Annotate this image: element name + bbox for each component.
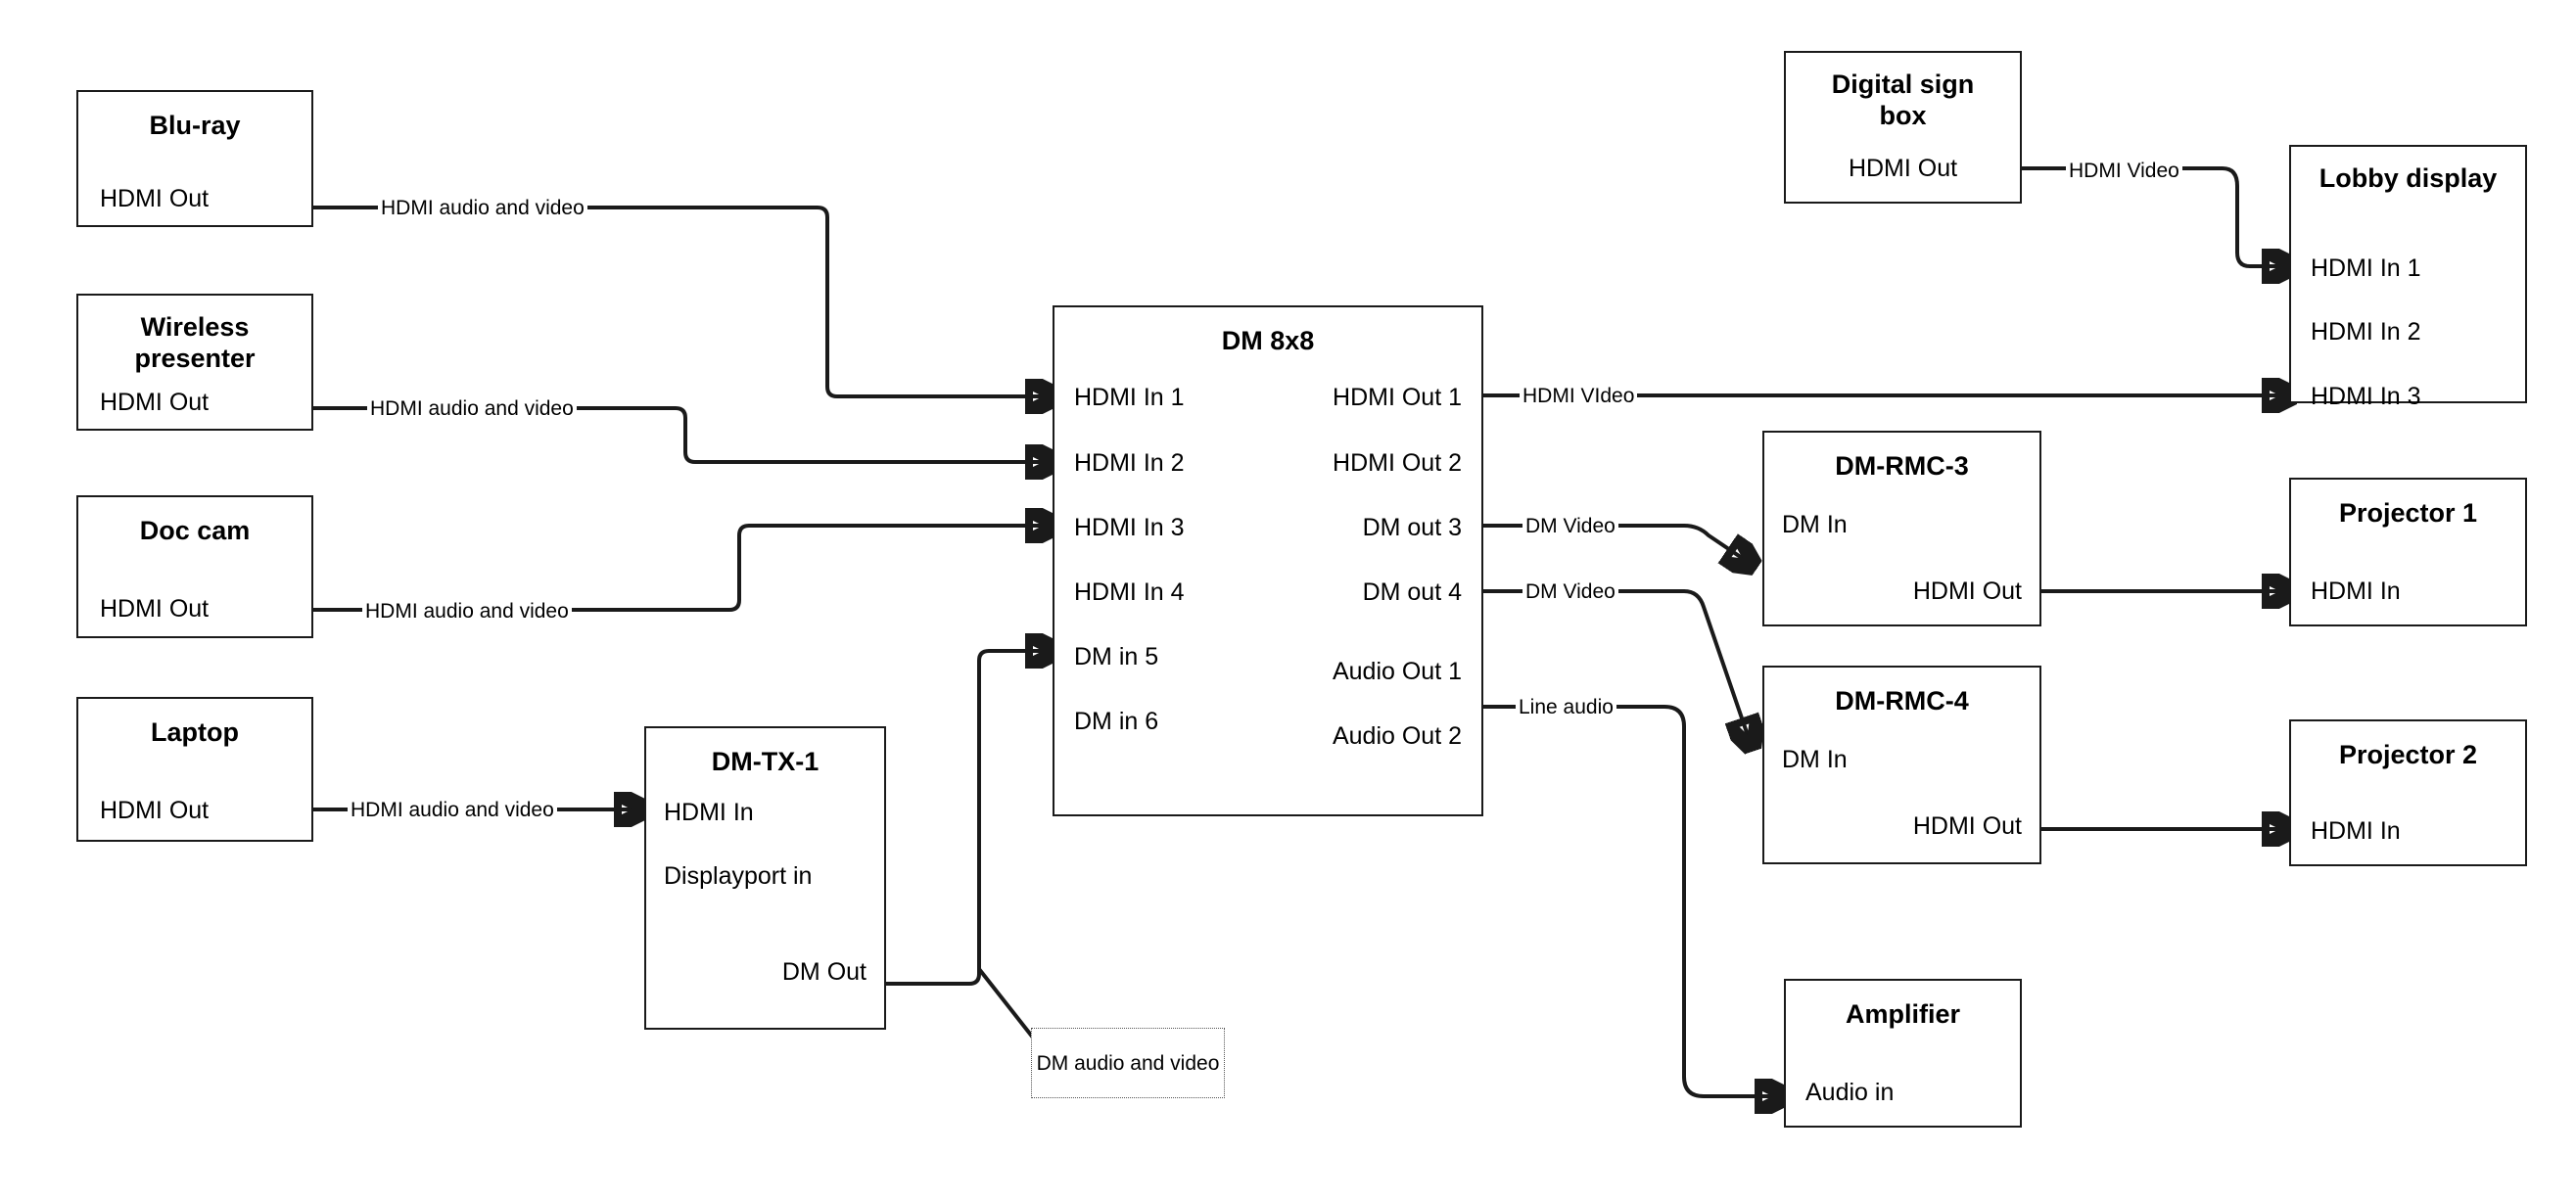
port-hdmi-in-2: HDMI In 2	[2311, 318, 2421, 346]
node-projector-1[interactable]	[2289, 478, 2527, 626]
node-dm-rmc-4[interactable]	[1762, 666, 2041, 864]
port-hdmi-in-2: HDMI In 2	[1074, 449, 1185, 477]
edge-label-dm-out1-to-lobby: HDMI VIdeo	[1520, 384, 1637, 408]
node-wireless-presenter[interactable]	[76, 294, 313, 431]
node-laptop[interactable]	[76, 697, 313, 842]
port-hdmi-in: HDMI In	[2311, 817, 2401, 845]
node-dm-rmc-3[interactable]	[1762, 431, 2041, 626]
port-hdmi-out: HDMI Out	[100, 185, 210, 212]
port-dm-in: DM In	[1782, 511, 1848, 538]
node-title: DM-RMC-4	[1835, 686, 1969, 716]
node-title: Doc cam	[139, 516, 251, 545]
port-hdmi-in: HDMI In	[664, 799, 754, 826]
port-hdmi-out: HDMI Out	[100, 797, 210, 824]
port-hdmi-in: HDMI In	[2311, 577, 2401, 605]
port-dm-in-5: DM in 5	[1074, 643, 1159, 670]
port-dm-out-3: DM out 3	[1362, 514, 1462, 541]
edge-label-laptop-to-tx: HDMI audio and video	[348, 798, 557, 822]
node-title: Amplifier	[1845, 999, 1961, 1029]
edge-label-dm-out4-to-rmc4: DM Video	[1522, 579, 1618, 604]
port-dm-out-4: DM out 4	[1362, 578, 1462, 606]
port-hdmi-in-1: HDMI In 1	[2311, 254, 2421, 282]
node-title: Projector 1	[2338, 498, 2478, 528]
port-audio-in: Audio in	[1805, 1079, 1895, 1106]
node-title: Laptop	[151, 717, 239, 747]
port-hdmi-out-1: HDMI Out 1	[1333, 384, 1462, 411]
node-title: Lobby display	[2318, 163, 2498, 193]
node-projector-2[interactable]	[2289, 719, 2527, 866]
port-displayport-in: Displayport in	[664, 862, 813, 890]
node-dm-8x8[interactable]	[1053, 305, 1483, 816]
edge-label-signbox-to-lobby: HDMI Video	[2066, 159, 2182, 183]
node-title: DM-RMC-3	[1835, 451, 1969, 481]
edge-label-dm-audio-to-amp: Line audio	[1516, 695, 1616, 719]
node-title: DM 8x8	[1221, 326, 1315, 355]
node-amplifier[interactable]	[1784, 979, 2022, 1128]
port-hdmi-in-3: HDMI In 3	[2311, 383, 2421, 410]
node-bluray[interactable]	[76, 90, 313, 227]
port-hdmi-out: HDMI Out	[100, 595, 210, 623]
port-hdmi-out-2: HDMI Out 2	[1333, 449, 1462, 477]
port-hdmi-in-3: HDMI In 3	[1074, 514, 1185, 541]
node-title: Blu-ray	[149, 111, 241, 140]
node-lobby-display[interactable]	[2289, 145, 2527, 410]
port-dm-in: DM In	[1782, 746, 1848, 773]
edge-label-dm-out3-to-rmc3: DM Video	[1522, 514, 1618, 538]
port-hdmi-in-1: HDMI In 1	[1074, 384, 1185, 411]
node-dm-tx-1[interactable]	[644, 726, 886, 1030]
node-title: Wireless presenter	[134, 312, 256, 373]
note-dm-audio-and-video: DM audio and video	[1031, 1028, 1225, 1098]
port-hdmi-out: HDMI Out	[100, 389, 210, 416]
node-title: Digital sign box	[1831, 69, 1975, 130]
port-hdmi-in-4: HDMI In 4	[1074, 578, 1185, 606]
port-audio-out-2: Audio Out 2	[1332, 722, 1462, 750]
port-dm-out: DM Out	[781, 958, 866, 986]
node-doc-cam[interactable]	[76, 495, 313, 638]
edge-label-bluray-to-dm: HDMI audio and video	[378, 196, 587, 220]
node-digital-sign-box[interactable]	[1784, 51, 2022, 204]
port-hdmi-out: HDMI Out	[1912, 577, 2022, 605]
edge-label-wireless-to-dm: HDMI audio and video	[367, 396, 577, 421]
edge-label-doccam-to-dm: HDMI audio and video	[362, 599, 572, 624]
node-title: DM-TX-1	[711, 747, 820, 776]
port-audio-out-1: Audio Out 1	[1332, 658, 1462, 685]
port-hdmi-out: HDMI Out	[1912, 812, 2022, 840]
port-dm-in-6: DM in 6	[1074, 708, 1159, 735]
port-hdmi-out: HDMI Out	[1848, 155, 1958, 182]
node-title: Projector 2	[2338, 740, 2478, 769]
